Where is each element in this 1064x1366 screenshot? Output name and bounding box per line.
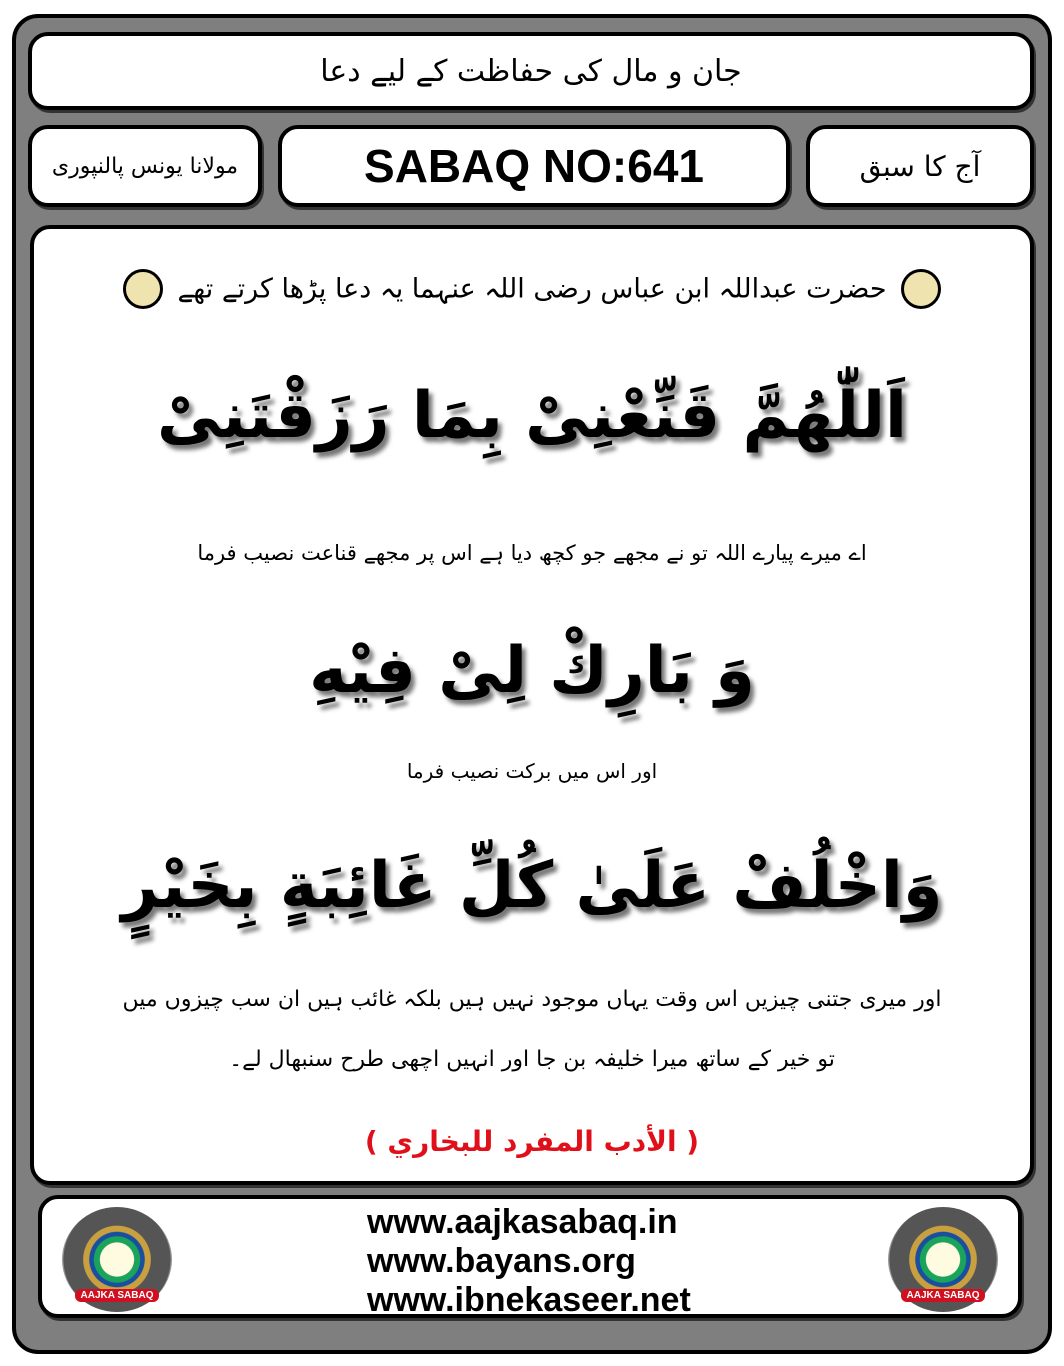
logo-right: AAJKA SABAQ	[888, 1207, 998, 1312]
title-box	[28, 32, 1034, 110]
translation-2: اور اس میں برکت نصیب فرما	[406, 759, 658, 783]
url-list	[367, 1203, 691, 1320]
today-box	[806, 125, 1034, 207]
author-name: مولانا یونس پالنپوری	[51, 153, 239, 179]
dot-icon	[123, 269, 163, 309]
sabaq-number-box	[278, 125, 790, 207]
arabic-line-3: وَاخْلُفْ عَلَىٰ كُلِّ غَائِبَةٍ بِخَيْرٍ	[121, 849, 943, 923]
sabaq-number: SABAQ NO:641	[364, 140, 704, 192]
page-title: جان و مال کی حفاظت کے لیے دعا	[320, 53, 742, 89]
intro-line	[34, 269, 1030, 309]
author-box	[28, 125, 262, 207]
translation-3a: اور میری جتنی چیزیں اس وقت یہاں موجود نہیں ہیں بلکہ غائب ہیں ان سب چیزوں میں	[122, 987, 942, 1012]
translation-3b: تو خیر کے ساتھ میرا خلیفہ بن جا اور انہیں اچھی طرح سنبھال لے۔	[229, 1047, 835, 1072]
footer-box	[38, 1195, 1022, 1318]
arabic-line-1: اَللّٰهُمَّ قَنِّعْنِىْ بِمَا رَزَقْتَنِىْ	[157, 379, 907, 453]
main-content	[30, 225, 1034, 1185]
url-link[interactable]: www.ibnekaseer.net	[367, 1281, 691, 1319]
dot-icon	[901, 269, 941, 309]
today-label: آج کا سبق	[859, 149, 981, 183]
logo-left: AAJKA SABAQ	[62, 1207, 172, 1312]
intro-text: حضرت عبداللہ ابن عباس رضی اللہ عنہما یہ دعا پڑھا کرتے تھے	[177, 273, 887, 305]
reference: ( الأدب المفرد للبخاري )	[364, 1125, 700, 1158]
url-link[interactable]: www.bayans.org	[367, 1242, 636, 1280]
translation-1: اے میرے پیارے اللہ تو نے مجھے جو کچھ دیا ہے اس پر مجھے قناعت نصیب فرما	[197, 541, 867, 565]
arabic-line-2: وَ بَارِكْ لِىْ فِيْهِ	[309, 634, 755, 708]
url-link[interactable]: www.aajkasabaq.in	[367, 1203, 678, 1241]
